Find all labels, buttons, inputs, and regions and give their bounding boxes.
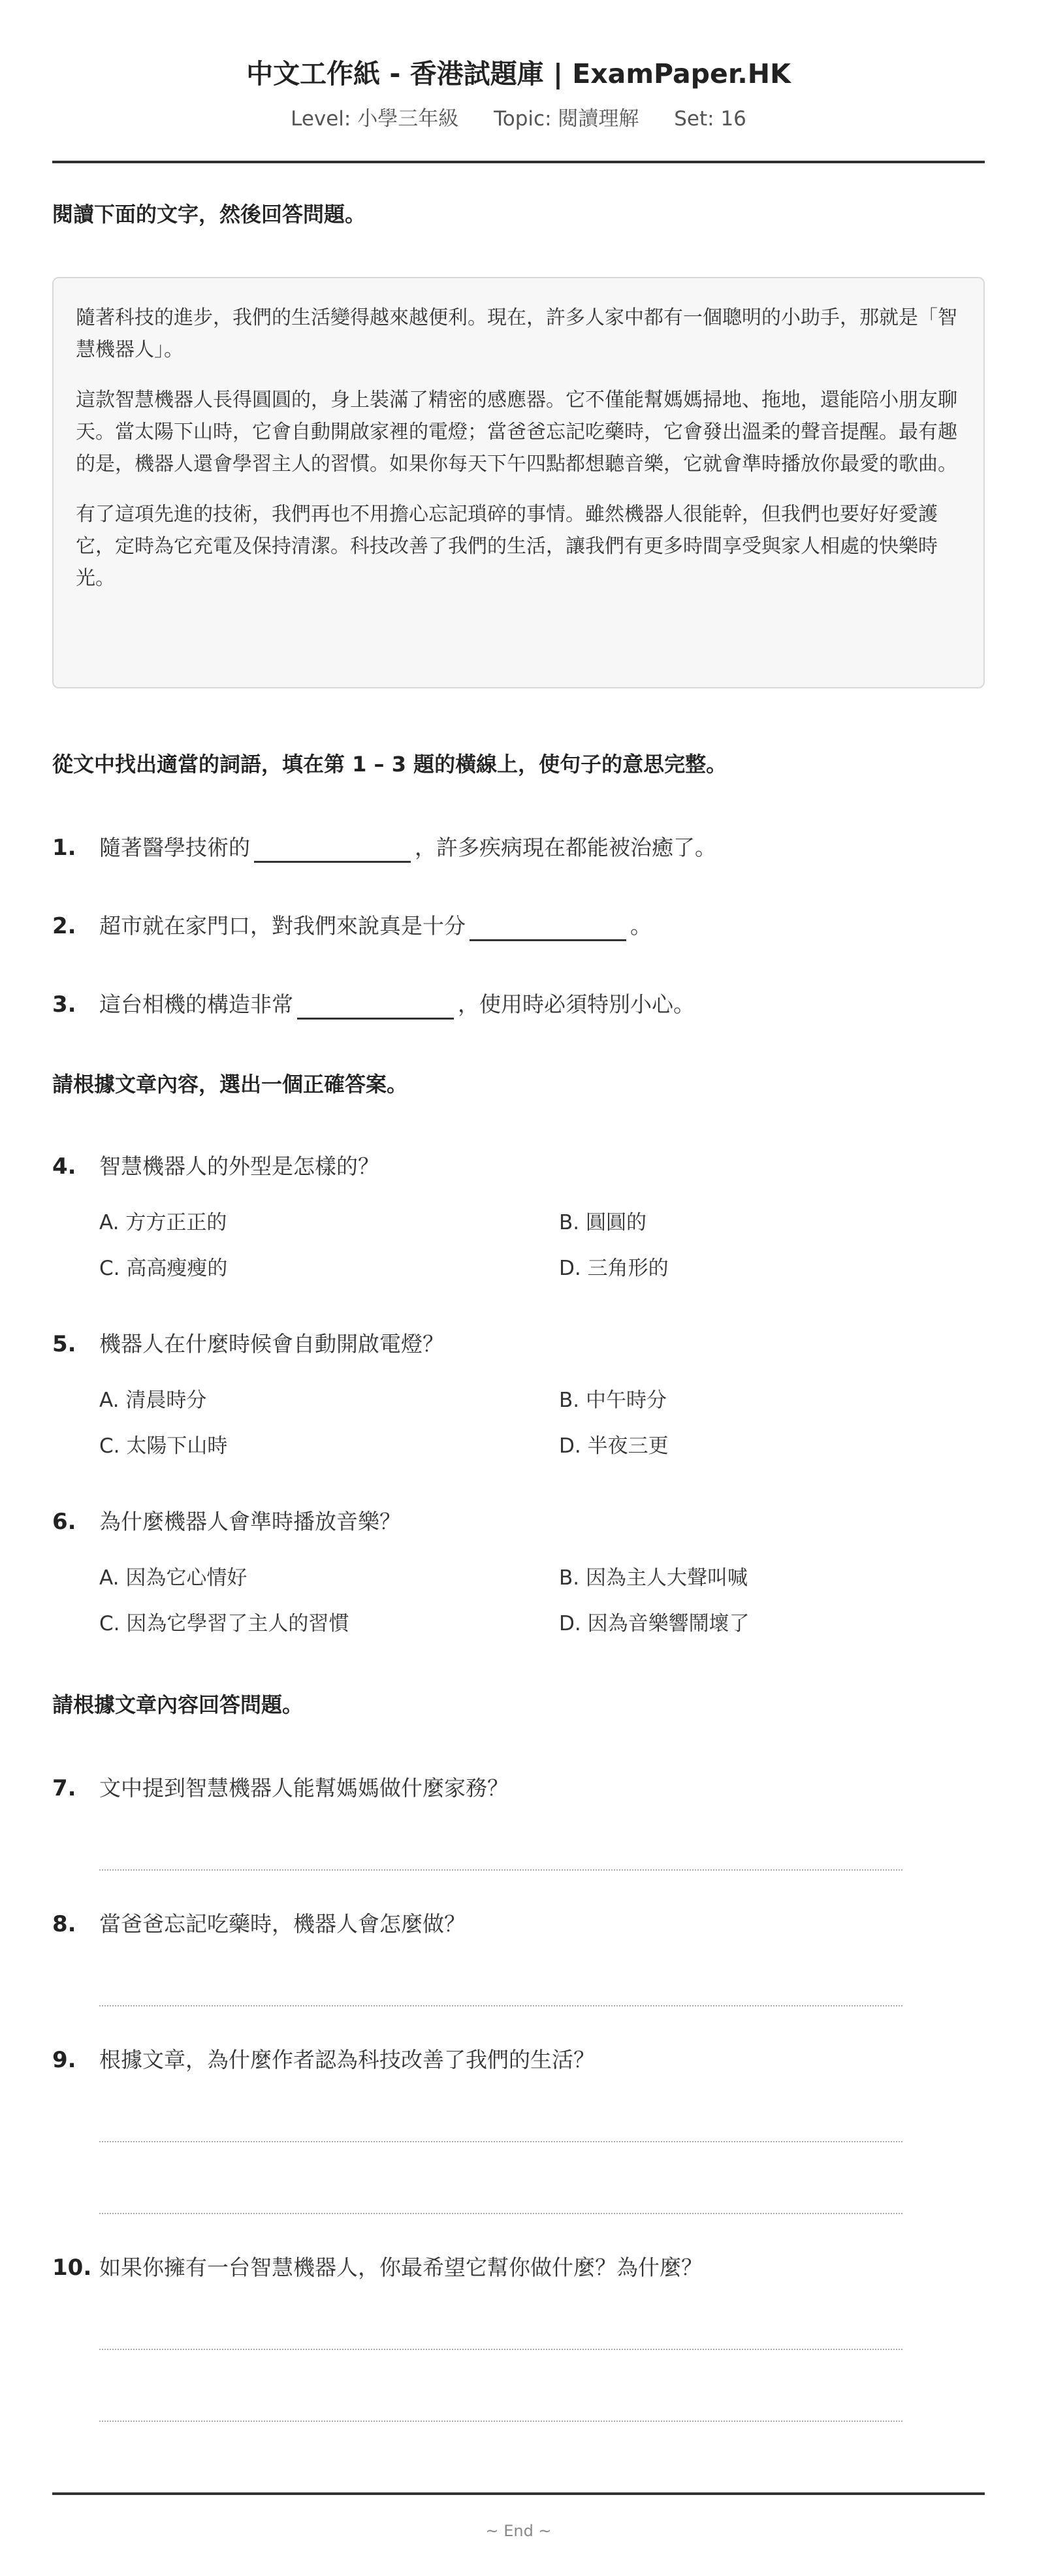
passage-paragraph: 這款智慧機器人長得圓圓的，身上裝滿了精密的感應器。它不僅能幫媽媽掃地、拖地，還能陪小朋友聊天。當太陽下山時，它會自動開啟家裡的電燈；當爸爸忘記吃藥時，它會發出溫柔的聲音提醒。最有趣的是，機器人還會學習主人的習慣。如果你每天下午四點都想聽音樂，它就會準時播放你最愛的歌曲。 — [76, 389, 957, 475]
question-6 — [52, 1507, 985, 1536]
option-b[interactable]: B. 中午時分 — [559, 1389, 667, 1412]
question-text — [99, 990, 695, 1020]
question-number: 3. — [52, 991, 76, 1018]
option-d[interactable]: D. 三角形的 — [559, 1257, 669, 1280]
question-text: 文中提到智慧機器人能幫媽媽做什麼家務？ — [99, 1775, 509, 1801]
question-number: 7. — [52, 1775, 76, 1801]
question-9 — [52, 2046, 985, 2074]
answer-line[interactable] — [99, 2213, 902, 2214]
option-a[interactable]: A. 方方正正的 — [99, 1211, 227, 1234]
question-text-after: 。 — [630, 913, 652, 939]
question-text: 當爸爸忘記吃藥時，機器人會怎麼做？ — [99, 1911, 466, 1937]
footer-divider — [52, 2492, 985, 2495]
passage-paragraph: 有了這項先進的技術，我們再也不用擔心忘記瑣碎的事情。雖然機器人很能幹，但我們也要好好愛護它，定時為它充電及保持清潔。科技改善了我們的生活，讓我們有更多時間享受與家人相處的快樂時光。 — [76, 503, 938, 590]
worksheet-title: 中文工作紙 - 香港試題庫 | ExamPaper.HK — [246, 58, 791, 89]
answer-blank[interactable] — [254, 835, 411, 863]
section-heading-fill-blank: 從文中找出適當的詞語，填在第 1 – 3 題的橫線上，使句子的意思完整。 — [52, 752, 727, 777]
question-text-before: 隨著醫學技術的 — [99, 835, 250, 860]
question-number: 9. — [52, 2047, 76, 2073]
level-label: Level: 小學三年級 — [291, 107, 459, 131]
question-number: 6. — [52, 1509, 76, 1535]
option-b[interactable]: B. 因為主人大聲叫喊 — [559, 1566, 748, 1590]
question-number: 1. — [52, 835, 76, 861]
topic-label: Topic: 閱讀理解 — [494, 107, 639, 131]
section-heading-short-answer: 請根據文章內容回答問題。 — [52, 1692, 304, 1717]
question-number: 5. — [52, 1331, 76, 1357]
option-d[interactable]: D. 半夜三更 — [559, 1434, 669, 1458]
option-b[interactable]: B. 圓圓的 — [559, 1211, 646, 1234]
question-text-before: 這台相機的構造非常 — [99, 991, 293, 1017]
reading-passage — [52, 277, 985, 688]
question-text-after: ，許多疾病現在都能被治癒了。 — [415, 835, 716, 860]
passage-paragraph: 隨著科技的進步，我們的生活變得越來越便利。現在，許多人家中都有一個聰明的小助手，那就是「智慧機器人」。 — [76, 306, 957, 361]
question-8 — [52, 1910, 985, 1939]
answer-line[interactable] — [99, 2421, 902, 2422]
question-text-after: ，使用時必須特別小心。 — [458, 991, 695, 1017]
question-number: 8. — [52, 1911, 76, 1937]
question-text-before: 超市就在家門口，對我們來說真是十分 — [99, 913, 466, 939]
question-text: 根據文章，為什麼作者認為科技改善了我們的生活？ — [99, 2047, 595, 2072]
worksheet-meta — [52, 106, 985, 132]
question-text: 機器人在什麼時候會自動開啟電燈？ — [99, 1331, 444, 1357]
answer-blank[interactable] — [470, 913, 626, 941]
question-1 — [52, 833, 985, 862]
header-divider — [52, 161, 985, 163]
answer-line[interactable] — [99, 1869, 902, 1871]
question-5 — [52, 1330, 985, 1359]
option-c[interactable]: C. 太陽下山時 — [99, 1434, 228, 1458]
question-2 — [52, 912, 985, 941]
set-label: Set: 16 — [674, 107, 746, 131]
question-number: 4. — [52, 1153, 76, 1180]
answer-line[interactable] — [99, 2005, 902, 2006]
question-text: 如果你擁有一台智慧機器人，你最希望它幫你做什麼？為什麼？ — [99, 2255, 703, 2280]
question-3 — [52, 990, 985, 1019]
question-text: 智慧機器人的外型是怎樣的？ — [99, 1153, 379, 1179]
question-number: 10. — [52, 2255, 92, 2281]
question-4 — [52, 1152, 985, 1181]
question-text: 為什麼機器人會準時播放音樂？ — [99, 1509, 401, 1534]
answer-blank[interactable] — [297, 991, 454, 1020]
question-text — [99, 912, 652, 941]
option-a[interactable]: A. 清晨時分 — [99, 1389, 207, 1412]
option-a[interactable]: A. 因為它心情好 — [99, 1566, 247, 1590]
option-c[interactable]: C. 因為它學習了主人的習慣 — [99, 1612, 349, 1635]
answer-line[interactable] — [99, 2141, 902, 2142]
section-heading-multiple-choice: 請根據文章內容，選出一個正確答案。 — [52, 1072, 408, 1097]
question-7 — [52, 1774, 985, 1803]
question-number: 2. — [52, 913, 76, 939]
question-10 — [52, 2253, 985, 2282]
option-c[interactable]: C. 高高瘦瘦的 — [99, 1257, 228, 1280]
option-d[interactable]: D. 因為音樂響鬧壞了 — [559, 1612, 750, 1635]
worksheet-header — [52, 56, 985, 132]
section-heading-reading: 閱讀下面的文字，然後回答問題。 — [52, 202, 366, 227]
end-marker: ~ End ~ — [485, 2522, 552, 2540]
question-text — [99, 833, 716, 863]
answer-line[interactable] — [99, 2349, 902, 2350]
